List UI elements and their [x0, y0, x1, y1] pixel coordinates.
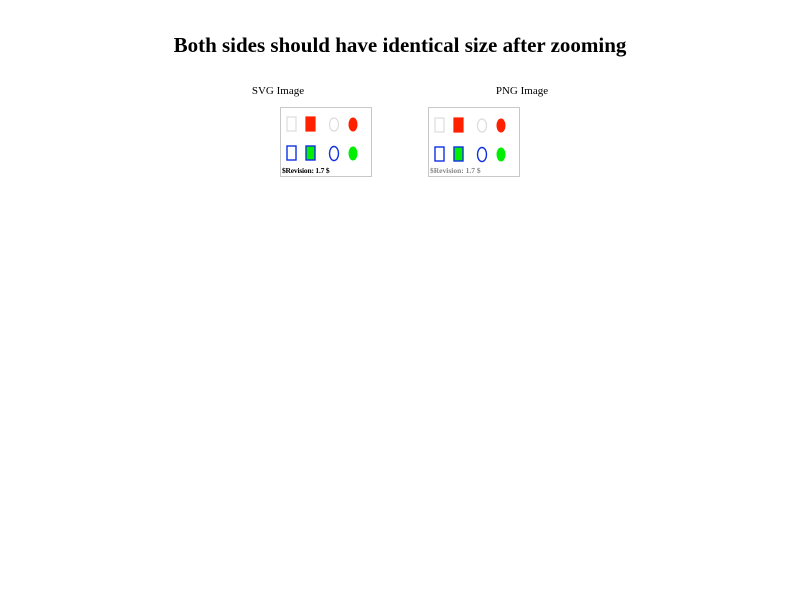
png-image-frame [428, 107, 520, 177]
red-ellipse-filled [497, 119, 506, 133]
green-ellipse-filled [497, 148, 506, 162]
blue-ellipse-outline [330, 147, 339, 161]
light-gray-rect-outline [435, 118, 444, 132]
png-revision-label: $Revision: 1.7 $ [430, 166, 481, 175]
blue-rect-outline [435, 147, 444, 161]
light-gray-ellipse-outline [330, 118, 339, 131]
svg-revision-label: $Revision: 1.7 $ [282, 166, 330, 175]
light-gray-rect-outline [287, 117, 296, 131]
red-ellipse-filled [349, 118, 358, 132]
red-rect-filled [306, 117, 315, 131]
png-image-caption: PNG Image [495, 85, 549, 97]
light-gray-ellipse-outline [478, 119, 487, 132]
svg-image-caption: SVG Image [251, 85, 305, 97]
blue-ellipse-outline [478, 148, 487, 162]
green-ellipse-filled [349, 147, 358, 161]
blue-rect-outline [287, 146, 296, 160]
page-title: Both sides should have identical size after zooming [173, 33, 627, 57]
svg-image-frame [280, 107, 372, 177]
green-rect-blue-border [306, 146, 315, 160]
red-rect-filled [454, 118, 463, 132]
green-rect-blue-border [454, 147, 463, 161]
